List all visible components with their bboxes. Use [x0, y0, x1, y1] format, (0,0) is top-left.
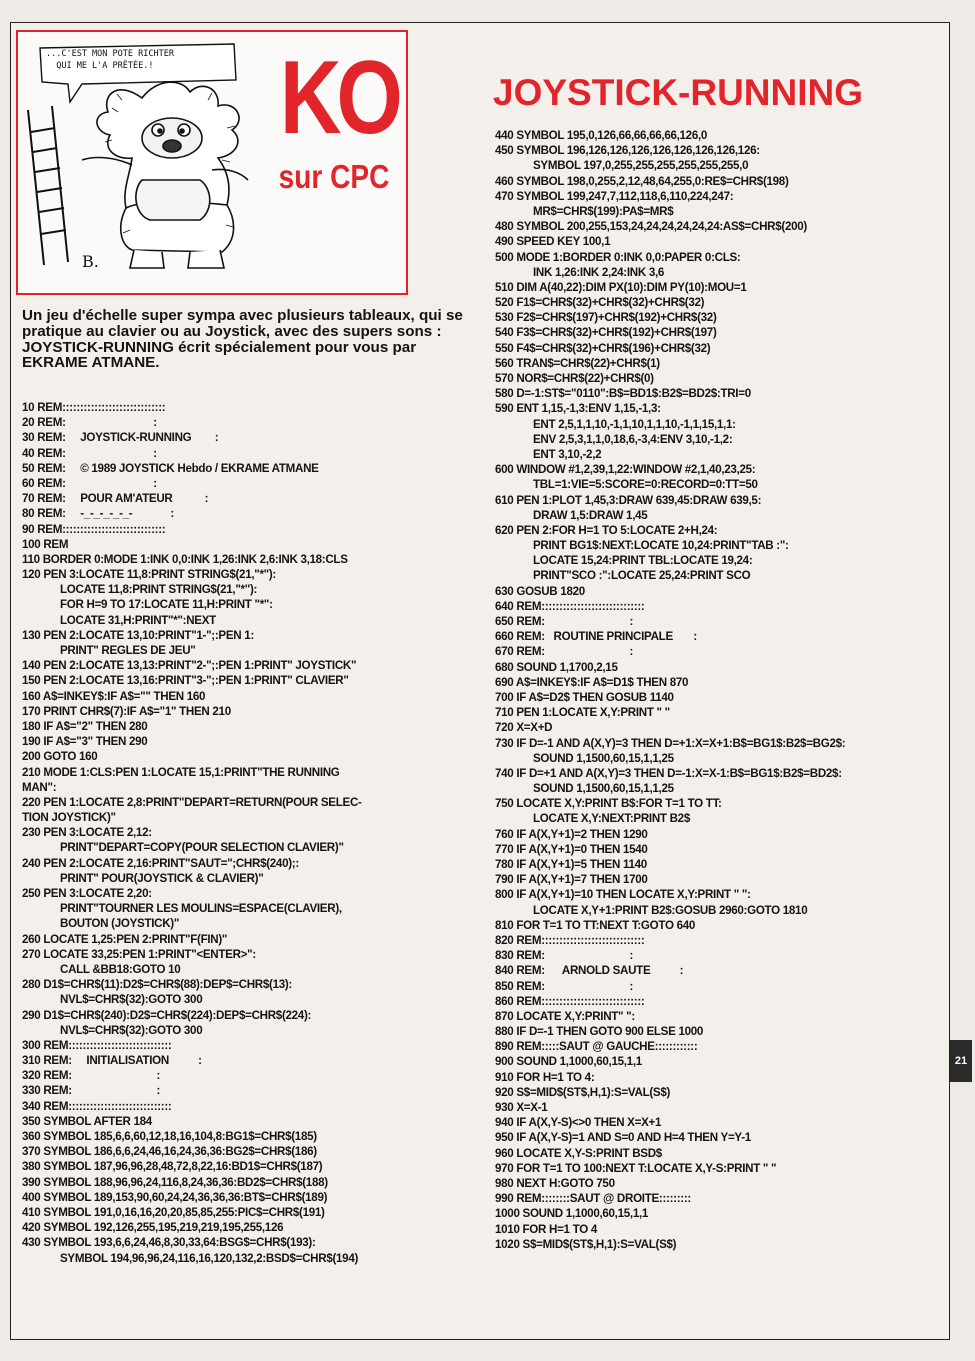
- code-line: 700 IF A$=D2$ THEN GOSUB 1140: [495, 690, 674, 704]
- code-line: 210 MODE 1:CLS:PEN 1:LOCATE 15,1:PRINT"THE RUNNING: [22, 765, 340, 779]
- code-line: 250 PEN 3:LOCATE 2,20:: [22, 887, 152, 900]
- code-line: SYMBOL 197,0,255,255,255,255,255,255,0: [533, 159, 749, 173]
- code-line: 90 REM:::::::::::::::::::::::::::::: [22, 522, 166, 536]
- code-line: 280 D1$=CHR$(11):D2$=CHR$(88):DEP$=CHR$(13):: [22, 978, 292, 992]
- code-line: 310 REM: INITIALISATION :: [22, 1054, 202, 1068]
- code-line: 840 REM: ARNOLD SAUTE :: [495, 964, 684, 978]
- code-line: 800 IF A(X,Y+1)=10 THEN LOCATE X,Y:PRINT " ":: [495, 888, 751, 902]
- ko-label: KO: [279, 40, 398, 156]
- code-line: 440 SYMBOL 195,0,126,66,66,66,66,126,0: [495, 129, 708, 142]
- code-line: 450 SYMBOL 196,126,126,126,126,126,126,126,126:: [495, 144, 760, 158]
- code-line: 380 SYMBOL 187,96,96,28,48,72,8,22,16:BD1$=CHR$(187): [22, 1160, 323, 1174]
- code-line: 810 FOR T=1 TO TT:NEXT T:GOTO 640: [495, 918, 696, 932]
- code-line: 710 PEN 1:LOCATE X,Y:PRINT " ": [495, 706, 670, 720]
- code-line: ENT 3,10,-2,2: [533, 447, 602, 461]
- code-line: 540 F3$=CHR$(32)+CHR$(192)+CHR$(197): [495, 326, 717, 340]
- intro-paragraph: Un jeu d'échelle super sympa avec plusieurs tableaux, qui se pratique au clavier ou au Joystick, avec des supers sons : JOYSTICK-RUNNING écrit spécialement pour vous par EKRAME ATMANE.: [22, 307, 463, 372]
- speech-bubble-text: ...C'EST MON POTE RICHTER QUI ME L'A PRÊTÉE.!: [46, 49, 174, 71]
- code-line: 790 IF A(X,Y+1)=7 THEN 1700: [495, 873, 648, 887]
- code-line: LOCATE 11,8:PRINT STRING$(21,"*"):: [60, 583, 258, 597]
- code-line: 230 PEN 3:LOCATE 2,12:: [22, 826, 152, 840]
- code-line: 630 GOSUB 1820: [495, 584, 585, 598]
- code-line: 750 LOCATE X,Y:PRINT B$:FOR T=1 TO TT:: [495, 797, 722, 811]
- code-line: 940 IF A(X,Y-S)<>0 THEN X=X+1: [495, 1116, 662, 1130]
- code-line: 760 IF A(X,Y+1)=2 THEN 1290: [495, 827, 648, 841]
- code-line: 870 LOCATE X,Y:PRINT" ":: [495, 1009, 635, 1023]
- code-line: 50 REM: © 1989 JOYSTICK Hebdo / EKRAME ATMANE: [22, 461, 319, 475]
- code-line: 860 REM:::::::::::::::::::::::::::::: [495, 994, 645, 1008]
- article-title: JOYSTICK-RUNNING: [493, 72, 864, 113]
- code-line: 740 IF D=+1 AND A(X,Y)=3 THEN D=-1:X=X-1:B$=BG1$:B2$=BD2$:: [495, 766, 842, 780]
- code-line: 570 NOR$=CHR$(22)+CHR$(0): [495, 372, 654, 385]
- code-line: 490 SPEED KEY 100,1: [495, 235, 611, 249]
- code-line: NVL$=CHR$(32):GOTO 300: [60, 1023, 203, 1037]
- code-line: 550 F4$=CHR$(32)+CHR$(196)+CHR$(32): [495, 341, 711, 355]
- code-line: 120 PEN 3:LOCATE 11,8:PRINT STRING$(21,"*"):: [22, 568, 276, 582]
- code-line: 820 REM:::::::::::::::::::::::::::::: [495, 933, 645, 947]
- code-line: 890 REM:::::SAUT @ GAUCHE::::::::::::: [495, 1040, 698, 1054]
- code-line: 900 SOUND 1,1000,60,15,1,1: [495, 1055, 642, 1069]
- code-line: 160 A$=INKEY$:IF A$="" THEN 160: [22, 689, 206, 703]
- code-line: 690 A$=INKEY$:IF A$=D1$ THEN 870: [495, 675, 689, 689]
- code-line: 10 REM:::::::::::::::::::::::::::::: [22, 401, 166, 414]
- code-line: MAN":: [22, 780, 57, 794]
- code-line: 430 SYMBOL 193,6,6,24,46,8,30,33,64:BSG$=CHR$(193):: [22, 1236, 316, 1250]
- code-line: PRINT"DEPART=COPY(POUR SELECTION CLAVIER)": [60, 841, 344, 855]
- code-line: 480 SYMBOL 200,255,153,24,24,24,24,24,24:AS$=CHR$(200): [495, 220, 807, 234]
- code-line: 610 PEN 1:PLOT 1,45,3:DRAW 639,45:DRAW 639,5:: [495, 493, 762, 507]
- code-line: 270 LOCATE 33,25:PEN 1:PRINT"<ENTER>":: [22, 947, 256, 961]
- code-line: 650 REM: :: [495, 615, 634, 628]
- code-line: 220 PEN 1:LOCATE 2,8:PRINT"DEPART=RETURN(POUR SELEC-: [22, 795, 362, 809]
- code-line: 720 X=X+D: [495, 721, 553, 735]
- code-line: PRINT" REGLES DE JEU": [60, 644, 196, 657]
- code-line: FOR H=9 TO 17:LOCATE 11,H:PRINT "*":: [60, 598, 273, 612]
- code-line: 780 IF A(X,Y+1)=5 THEN 1140: [495, 858, 647, 871]
- code-line: 170 PRINT CHR$(7):IF A$="1" THEN 210: [22, 704, 231, 718]
- code-line: LOCATE X,Y+1:PRINT B2$:GOSUB 2960:GOTO 1810: [533, 903, 808, 917]
- page-number-tab: 21: [950, 1040, 972, 1082]
- code-line: 580 D=-1:ST$="0110":B$=BD1$:B2$=BD2$:TRI=0: [495, 387, 751, 401]
- code-line: 500 MODE 1:BORDER 0:INK 0,0:PAPER 0:CLS:: [495, 250, 741, 264]
- code-listing-right: [495, 128, 940, 1252]
- code-line: 180 IF A$="2" THEN 280: [22, 719, 148, 733]
- code-line: 60 REM: :: [22, 476, 157, 490]
- code-line: 590 ENT 1,15,-1,3:ENV 1,15,-1,3:: [495, 402, 661, 416]
- code-line: 600 WINDOW #1,2,39,1,22:WINDOW #2,1,40,23,25:: [495, 463, 756, 477]
- code-line: BOUTON (JOYSTICK)": [60, 917, 180, 931]
- code-line: 1000 SOUND 1,1000,60,15,1,1: [495, 1207, 649, 1221]
- code-line: ENV 2,5,3,1,1,0,18,6,-3,4:ENV 3,10,-1,2:: [533, 432, 733, 446]
- code-line: 400 SYMBOL 189,153,90,60,24,24,36,36,36:BT$=CHR$(189): [22, 1190, 328, 1204]
- code-line: 1020 S$=MID$(ST$,H,1):S=VAL(S$): [495, 1237, 677, 1251]
- code-line: 640 REM:::::::::::::::::::::::::::::: [495, 599, 645, 613]
- code-line: 980 NEXT H:GOTO 750: [495, 1176, 615, 1190]
- code-line: 200 GOTO 160: [22, 750, 98, 764]
- code-listing-left: [22, 400, 482, 1266]
- code-line: 110 BORDER 0:MODE 1:INK 0,0:INK 1,26:INK 2,6:INK 3,18:CLS: [22, 552, 348, 566]
- code-line: 880 IF D=-1 THEN GOTO 900 ELSE 1000: [495, 1025, 704, 1039]
- code-line: 920 S$=MID$(ST$,H,1):S=VAL(S$): [495, 1085, 671, 1099]
- code-line: LOCATE 31,H:PRINT"*":NEXT: [60, 613, 216, 627]
- code-line: 20 REM: :: [22, 416, 157, 430]
- code-line: 320 REM: :: [22, 1069, 161, 1083]
- code-line: 770 IF A(X,Y+1)=0 THEN 1540: [495, 842, 648, 856]
- code-line: 950 IF A(X,Y-S)=1 AND S=0 AND H=4 THEN Y=Y-1: [495, 1131, 751, 1145]
- code-line: 680 SOUND 1,1700,2,15: [495, 660, 618, 674]
- code-line: 930 X=X-1: [495, 1101, 548, 1114]
- code-line: 340 REM:::::::::::::::::::::::::::::: [22, 1099, 172, 1113]
- code-line: 150 PEN 2:LOCATE 13,16:PRINT"3-";:PEN 1:PRINT" CLAVIER": [22, 674, 349, 688]
- code-line: 390 SYMBOL 188,96,96,24,116,8,24,36,36:BD2$=CHR$(188): [22, 1175, 328, 1189]
- code-line: 350 SYMBOL AFTER 184: [22, 1114, 152, 1128]
- code-line: 530 F2$=CHR$(197)+CHR$(192)+CHR$(32): [495, 311, 717, 325]
- code-line: SYMBOL 194,96,96,24,116,16,120,132,2:BSD$=CHR$(194): [60, 1251, 359, 1265]
- code-line: 260 LOCATE 1,25:PEN 2:PRINT"F(FIN)": [22, 932, 228, 946]
- code-line: 460 SYMBOL 198,0,255,2,12,48,64,255,0:RE$=CHR$(198): [495, 174, 789, 188]
- code-line: 410 SYMBOL 191,0,16,16,20,20,85,85,255:PIC$=CHR$(191): [22, 1205, 325, 1219]
- code-line: LOCATE X,Y:NEXT:PRINT B2$: [533, 812, 690, 826]
- code-line: 1010 FOR H=1 TO 4: [495, 1222, 597, 1236]
- code-line: 620 PEN 2:FOR H=1 TO 5:LOCATE 2+H,24:: [495, 523, 718, 537]
- sur-cpc-label: sur CPC: [278, 158, 390, 195]
- code-line: 660 REM: ROUTINE PRINCIPALE :: [495, 630, 697, 644]
- code-line: SOUND 1,1500,60,15,1,1,25: [533, 751, 674, 765]
- code-line: 830 REM: :: [495, 949, 634, 963]
- code-line: PRINT"TOURNER LES MOULINS=ESPACE(CLAVIER),: [60, 902, 342, 916]
- code-line: 40 REM: :: [22, 446, 157, 460]
- code-line: 990 REM::::::::SAUT @ DROITE:::::::::: [495, 1192, 691, 1206]
- code-line: TION JOYSTICK)": [22, 811, 116, 825]
- code-line: 140 PEN 2:LOCATE 13,13:PRINT"2-";:PEN 1:PRINT" JOYSTICK": [22, 659, 357, 673]
- code-line: 70 REM: POUR AM'ATEUR :: [22, 492, 209, 506]
- code-line: 300 REM:::::::::::::::::::::::::::::: [22, 1038, 172, 1052]
- code-line: PRINT BG1$:NEXT:LOCATE 10,24:PRINT"TAB :":: [533, 539, 789, 553]
- code-line: 290 D1$=CHR$(240):D2$=CHR$(224):DEP$=CHR$(224):: [22, 1008, 312, 1022]
- code-line: INK 1,26:INK 2,24:INK 3,6: [533, 265, 665, 279]
- code-line: 510 DIM A(40,22):DIM PX(10):DIM PY(10):MOU=1: [495, 280, 747, 294]
- code-line: 330 REM: :: [22, 1084, 161, 1098]
- code-line: MR$=CHR$(199):PA$=MR$: [533, 204, 674, 218]
- code-line: 80 REM: -_-_-_-_-_- :: [22, 507, 174, 521]
- code-line: CALL &BB18:GOTO 10: [60, 962, 181, 976]
- code-line: 370 SYMBOL 186,6,6,24,46,16,24,36,36:BG2$=CHR$(186): [22, 1145, 317, 1159]
- code-line: 730 IF D=-1 AND A(X,Y)=3 THEN D=+1:X=X+1:B$=BG1$:B2$=BG2$:: [495, 736, 846, 750]
- code-line: PRINT" POUR(JOYSTICK & CLAVIER)": [60, 871, 264, 885]
- code-line: 360 SYMBOL 185,6,6,60,12,18,16,104,8:BG1$=CHR$(185): [22, 1130, 317, 1143]
- code-line: LOCATE 15,24:PRINT TBL:LOCATE 19,24:: [533, 554, 753, 568]
- code-line: 100 REM: [22, 537, 69, 551]
- code-line: 130 PEN 2:LOCATE 13,10:PRINT"1-";:PEN 1:: [22, 628, 255, 642]
- code-line: 970 FOR T=1 TO 100:NEXT T:LOCATE X,Y-S:PRINT " ": [495, 1161, 777, 1175]
- code-line: PRINT"SCO :":LOCATE 25,24:PRINT SCO: [533, 569, 751, 583]
- code-line: ENT 2,5,1,1,10,-1,1,10,1,1,10,-1,1,15,1,1:: [533, 417, 736, 431]
- code-line: 420 SYMBOL 192,126,255,195,219,219,195,255,126: [22, 1221, 284, 1235]
- code-line: 960 LOCATE X,Y-S:PRINT BSD$: [495, 1146, 662, 1160]
- code-line: 470 SYMBOL 199,247,7,112,118,6,110,224,247:: [495, 189, 734, 203]
- code-line: DRAW 1,5:DRAW 1,45: [533, 508, 648, 522]
- code-line: TBL=1:VIE=5:SCORE=0:RECORD=0:TT=50: [533, 478, 758, 492]
- code-line: 850 REM: :: [495, 979, 634, 993]
- code-line: 520 F1$=CHR$(32)+CHR$(32)+CHR$(32): [495, 296, 705, 310]
- code-line: NVL$=CHR$(32):GOTO 300: [60, 993, 203, 1007]
- code-line: 30 REM: JOYSTICK-RUNNING :: [22, 431, 219, 445]
- code-line: 240 PEN 2:LOCATE 2,16:PRINT"SAUT=";CHR$(240);:: [22, 856, 299, 870]
- artist-signature: B.: [82, 252, 99, 271]
- code-line: 670 REM: :: [495, 645, 634, 659]
- code-line: 560 TRAN$=CHR$(22)+CHR$(1): [495, 356, 660, 370]
- code-line: SOUND 1,1500,60,15,1,1,25: [533, 782, 674, 796]
- code-line: 190 IF A$="3" THEN 290: [22, 735, 148, 749]
- code-line: 910 FOR H=1 TO 4:: [495, 1070, 595, 1084]
